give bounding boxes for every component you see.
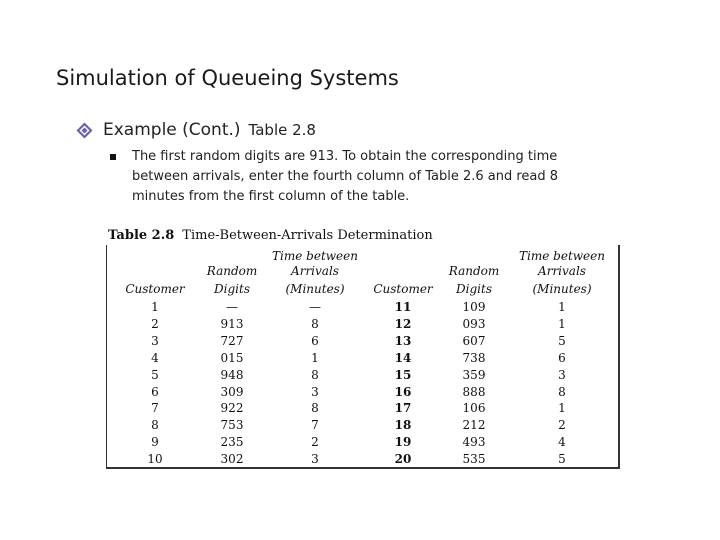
table-cell: 106 [462, 401, 486, 416]
table-cell: 13 [394, 333, 412, 348]
diamond-bullet-icon [76, 122, 93, 139]
bullet-sub-text [132, 147, 558, 207]
column-header: Digits [456, 282, 492, 296]
table-cell: 309 [220, 384, 244, 399]
bullet-sub [110, 147, 630, 207]
bullet-sub-line: The first random digits are 913. To obtain the corresponding time [132, 149, 558, 164]
column-header: Time between [272, 249, 358, 263]
column-header: (Minutes) [532, 282, 592, 296]
table-cell: 6 [311, 333, 319, 348]
table-cell: 19 [394, 435, 412, 450]
arrivals-table [106, 245, 620, 469]
table-cell: 12 [394, 316, 412, 331]
table-cell: 3 [558, 367, 566, 382]
table-caption [108, 228, 433, 243]
table-cell: — [226, 300, 238, 314]
table-cell: 9 [151, 435, 159, 450]
slide-title: Simulation of Queueing Systems [56, 66, 399, 90]
table-cell: 5 [558, 452, 566, 467]
table-cell: 3 [311, 384, 319, 399]
column-header: Random [448, 264, 500, 278]
table-cell: 2 [151, 316, 159, 331]
table-cell: 4 [151, 350, 159, 365]
column-header: Digits [214, 282, 250, 296]
bullet-sub-line: minutes from the first column of the table. [132, 189, 410, 204]
bullet-main [76, 120, 316, 140]
table-cell: 535 [462, 452, 486, 467]
table-cell: 1 [151, 300, 159, 314]
column-header: Customer [125, 282, 185, 296]
table-cell: 1 [558, 401, 566, 416]
bullet-main-sub: Table 2.8 [248, 121, 316, 139]
bullet-sub-line: between arrivals, enter the fourth column of Table 2.6 and read 8 [132, 169, 559, 184]
table-cell: 493 [462, 435, 486, 450]
table-cell: 1 [558, 300, 566, 314]
table-cell: 8 [311, 316, 319, 331]
table-cell: 015 [220, 350, 244, 365]
table-cell: 922 [220, 401, 244, 416]
table-cell: 18 [394, 418, 412, 433]
table-cell: 753 [220, 418, 244, 433]
table-cell: 888 [462, 384, 486, 399]
table-cell: 738 [462, 350, 486, 365]
table-cell: 359 [462, 367, 486, 382]
bullet-main-text: Example (Cont.) [103, 120, 241, 140]
table-cell: 948 [220, 367, 244, 382]
table-cell: 8 [311, 367, 319, 382]
table-cell: 15 [394, 367, 412, 382]
table-cell: 913 [220, 316, 244, 331]
column-header: Arrivals [291, 264, 339, 278]
table-cell: 109 [462, 300, 486, 314]
table-cell: 1 [311, 350, 319, 365]
table-cell: 727 [220, 333, 244, 348]
table-cell: 8 [558, 384, 566, 399]
table-cell: — [309, 300, 321, 314]
column-header: (Minutes) [285, 282, 345, 296]
table-cell: 7 [151, 401, 159, 416]
table-cell: 302 [220, 452, 244, 467]
square-bullet-icon [110, 154, 116, 160]
table-caption-title: Time-Between-Arrivals Determination [182, 228, 433, 243]
table-cell: 20 [394, 452, 412, 467]
table-cell: 2 [311, 435, 319, 450]
column-header: Customer [373, 282, 433, 296]
table-cell: 235 [220, 435, 244, 450]
column-header: Arrivals [538, 264, 586, 278]
table-cell: 4 [558, 435, 566, 450]
table-cell: 093 [462, 316, 486, 331]
table-cell: 1 [558, 316, 566, 331]
table-cell: 17 [394, 401, 412, 416]
table-cell: 10 [147, 452, 163, 467]
table-cell: 3 [311, 452, 319, 467]
table-cell: 5 [558, 333, 566, 348]
table-cell: 8 [311, 401, 319, 416]
table-cell: 6 [151, 384, 159, 399]
column-header: Random [206, 264, 258, 278]
table-cell: 11 [394, 300, 412, 314]
table-cell: 7 [311, 418, 319, 433]
column-header: Time between [519, 249, 605, 263]
table-cell: 16 [394, 384, 412, 399]
table-cell: 6 [558, 350, 566, 365]
table-cell: 14 [394, 350, 412, 365]
table-cell: 8 [151, 418, 159, 433]
table-cell: 607 [462, 333, 486, 348]
table-caption-number: Table 2.8 [108, 228, 175, 243]
table-cell: 2 [558, 418, 566, 433]
table-cell: 212 [462, 418, 486, 433]
table-cell: 5 [151, 367, 159, 382]
table-cell: 3 [151, 333, 159, 348]
